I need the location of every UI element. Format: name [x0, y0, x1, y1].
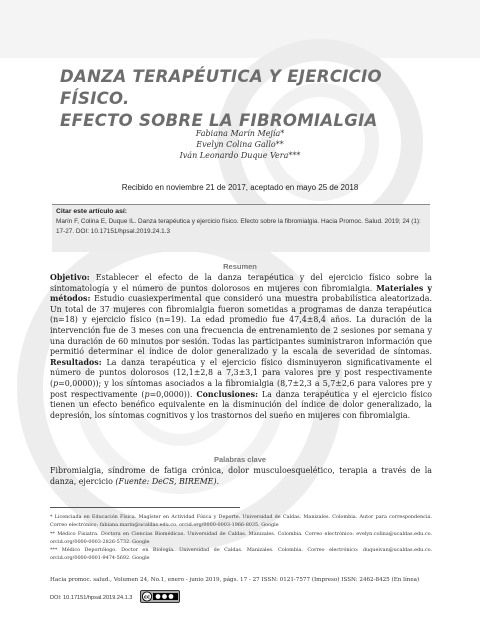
- keywords-text: Fibromialgia, síndrome de fatiga crónica, dolor musculoesquelético, terapia a través de la danza, ejercicio: [50, 466, 432, 486]
- author-1: Fabiana Marín Mejía*: [195, 129, 285, 138]
- author-list: [0, 128, 480, 161]
- results-text-3: =0,0000)).: [149, 389, 193, 399]
- methods-text: Estudio cuasiexperimental que consideró una muestra probabilística aleatorizada. Un total de 37 mujeres con fibromialgia fueron sometidas a programas de danza terapéutica (n=18) y ejercicio físico (n=19). La edad promedio fue 47,4±8,4 años. La duración de la intervención fue de 3 meses con una frecuencia de entrenamiento de 2 sesiones por semana y una duración de 60 minutos por sesión. Todas las participantes suministraron información que permitió determinar el índice de dolor generalizado y la escala de severidad de síntomas.: [50, 294, 432, 357]
- keywords-source: (Fuente: DeCS, BIREME): [115, 476, 217, 486]
- footnotes: [50, 513, 432, 563]
- citation-box: [52, 204, 430, 252]
- author-2: Evelyn Colina Gallo**: [196, 140, 284, 149]
- doi-link[interactable]: DOI: 10.17151/hpsal.2019.24.1.3: [50, 595, 133, 601]
- footnote-rule: [50, 507, 240, 508]
- footnote-1: * Licenciada en Educación Física. Magíster en Actividad Física y Deporte. Universidad de Caldas. Manizales. Colombia. Autor para correspondencia. Correo electrónico: fabiana.marin@ucaldas.edu.co. orcid.org/0000-0003-1966-8035. Google: [50, 514, 432, 529]
- author-3: Iván Leonardo Duque Vera***: [179, 151, 301, 160]
- footnote-3: *** Médico Deportólogo. Doctor en Biología. Universidad de Caldas. Manizales. Colombia. Correo electrónico: duqueivan@ucaldas.edu.co. orcid.org/0000-0001-9474-5692. Google: [50, 547, 432, 562]
- conclusions-text: La danza terapéutica y el ejercicio físico tienen un efecto benéfico equivalente en la disminución del índice de dolor generalizado, la depresión, los síntomas cognitivos y los trastornos del sueño en mujeres con fibromialgia.: [50, 389, 433, 420]
- conclusions-label: Conclusiones:: [196, 389, 259, 399]
- abstract-heading: Resumen: [223, 262, 257, 271]
- cc-license-icon[interactable]: [140, 590, 180, 603]
- article-title: [60, 66, 430, 132]
- results-text-1: La danza terapéutica y el ejercicio físico disminuyeron significativamente el número de puntos dolorosos (12,1±2,8 a 7,3±3,1 para valores pre y post respectivamente (: [50, 357, 432, 388]
- results-text-2: =0,0000)); y los síntomas asociados a la fibromialgia (8,7±2,3 a 5,7±2,6 para valores pre y post respectivamente (: [50, 378, 432, 399]
- footnote-2: ** Médico Fisiatra. Doctora en Ciencias Biomédicas. Universidad de Caldas. Manizales. Colombia. Correo electrónico: evelyn.colina@ucaldas.edu.co. orcid.org/0000-0003-2826-5732. Google: [50, 530, 432, 545]
- p-value-symbol: p: [53, 378, 59, 388]
- keywords-body: [50, 466, 432, 487]
- keywords-end: .: [216, 476, 220, 486]
- citation-text: Marín F, Colina E, Duque IL. Danza terapéutica y ejercicio físico. Efecto sobre la fibromialgia. Hacia Promoc. Salud. 2019; 24 (1): 17-27. DOI: 10.17151/hpsal.2019.24.1.3: [56, 218, 421, 235]
- objective-text: Establecer el efecto de la danza terapéutica y del ejercicio físico sobre la sintomatología y el número de puntos dolorosos en mujeres con fibromialgia.: [50, 273, 432, 293]
- citation-heading: Citar este artículo así:: [56, 208, 128, 215]
- cc-badge-text: cc: [144, 594, 150, 601]
- journal-info: Hacia promoc. salud., Volumen 24, No.1, enero - junio 2019, págs. 17 - 27 ISSN: 0121-7577 (Impreso) ISSN: 2462-8425 (En línea): [50, 577, 420, 583]
- objective-label: Objetivo:: [50, 273, 90, 282]
- results-label: Resultados:: [50, 357, 102, 367]
- p-value-symbol: p: [144, 389, 150, 399]
- received-dates: Recibido en noviembre 21 de 2017, aceptado en mayo 25 de 2018: [121, 183, 359, 192]
- title-line-1: DANZA TERAPÉUTICA Y EJERCICIO FÍSICO.: [60, 67, 382, 108]
- keywords-heading: Palabras clave: [213, 455, 267, 464]
- title-line-2: EFECTO SOBRE LA FIBROMIALGIA: [60, 111, 378, 130]
- abstract-body: [50, 273, 432, 421]
- methods-label: Materiales y métodos:: [50, 283, 432, 304]
